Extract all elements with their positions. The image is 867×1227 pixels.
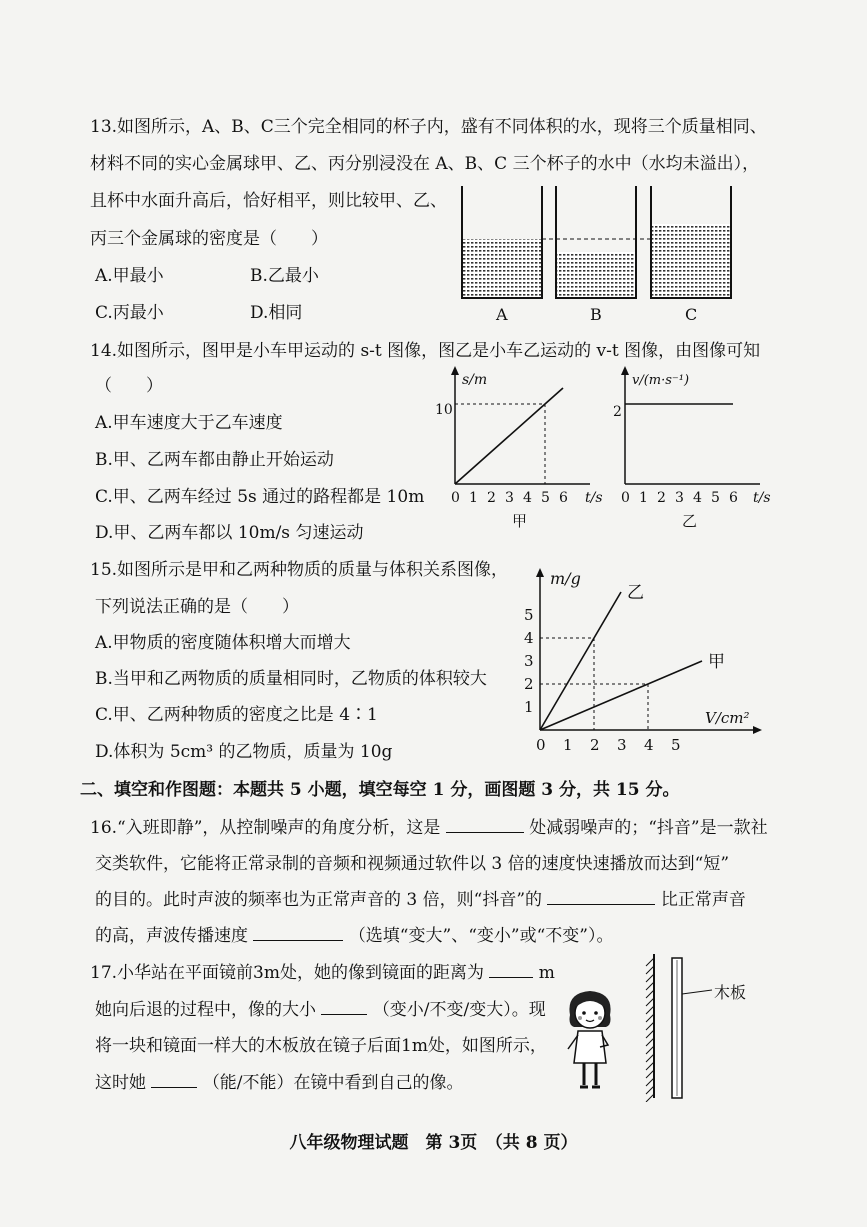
q16-line3-text-a: 的目的。此时声波的频率也为正常声音的 3 倍，则“抖音”的 [95,890,543,910]
section-2-heading: 二、填空和作图题：本题共 5 小题，填空每空 1 分，画图题 3 分，共 15 分。 [80,780,680,800]
q17-blank-2[interactable] [321,998,367,1015]
st-x-tick-4: 4 [523,490,532,506]
q13-cups-figure [455,186,745,326]
q17-line1-text-b: m [538,963,555,983]
q17-line1-text-a: 17.小华站在平面镜前3m处，她的像到镜面的距离为 [90,963,484,983]
q16-line3-text-b: 比正常声音 [660,890,746,910]
q17-line4-text-a: 这时她 [95,1073,146,1093]
vt-x-axis-label: t/s [753,490,771,506]
mv-series-label-jia: 甲 [708,652,725,672]
q15-mass-volume-graph [510,560,770,765]
q16-blank-1[interactable] [446,816,524,833]
q15-option-a: A.甲物质的密度随体积增大而增大 [95,633,351,653]
mv-series-jia [540,661,702,730]
q17-blank-1[interactable] [489,961,533,978]
mirror-board-figure [630,952,770,1102]
st-x-tick-6: 6 [559,490,568,506]
q14-option-a: A.甲车速度大于乙车速度 [95,413,283,433]
wooden-board [672,958,682,1098]
vt-x-tick-1: 1 [639,490,648,506]
q13-stem-line2: 材料不同的实心金属球甲、乙、丙分别浸没在 A、B、C 三个杯子的水中（水均未溢出）， [90,154,760,174]
q17-blank-3[interactable] [151,1071,197,1088]
q17-line2-text-b: （变小/不变/变大）。现 [372,1000,546,1020]
mv-y-tick-3: 3 [524,652,534,670]
mv-y-tick-1: 1 [524,698,534,716]
q14-option-b: B.甲、乙两车都由静止开始运动 [95,450,334,470]
board-label-leader [682,990,712,994]
vt-x-tick-4: 4 [693,490,702,506]
q13-option-b: B.乙最小 [250,266,319,286]
mv-x-tick-3: 3 [617,736,627,754]
q17-line2-text-a: 她向后退的过程中，像的大小 [95,1000,316,1020]
girl-illustration [560,985,620,1095]
st-graph-caption: 甲 [512,512,528,530]
mv-x-axis-label: V/cm² [705,709,750,727]
st-x-tick-1: 1 [469,490,478,506]
mv-x-tick-2: 2 [590,736,600,754]
q15-option-b: B.当甲和乙两物质的质量相同时，乙物质的体积较大 [95,669,487,689]
q15-stem-line1: 15.如图所示是甲和乙两种物质的质量与体积关系图像， [90,560,509,580]
mv-x-tick-4: 4 [644,736,654,754]
mv-y-axis-label: m/g [550,569,581,588]
q16-blank-3[interactable] [253,924,343,941]
st-data-line [455,388,563,484]
q16-line1-text-a: 16.“入班即静”，从控制噪声的角度分析，这是 [90,818,441,838]
st-x-tick-0: 0 [451,490,460,506]
q13-stem-line4: 丙三个金属球的密度是（ ） [90,229,328,249]
q14-stem-line1: 14.如图所示，图甲是小车甲运动的 s-t 图像，图乙是小车乙运动的 v-t 图像，由图像可知 [90,341,761,361]
q16-line4-text-b: （选填“变大”、“变小”或“不变”）。 [348,926,614,946]
q14-option-d: D.甲、乙两车都以 10m/s 匀速运动 [95,523,364,543]
q13-stem-line3: 且杯中水面升高后，恰好相平，则比较甲、乙、 [90,191,447,211]
q15-option-c: C.甲、乙两种物质的密度之比是 4∶1 [95,705,378,725]
q16-line4 [95,924,613,947]
board-label: 木板 [714,983,747,1002]
mv-x-tick-1: 1 [563,736,573,754]
q15-stem-line2: 下列说法正确的是（ ） [95,597,299,617]
q15-option-d: D.体积为 5cm³ 的乙物质，质量为 10g [95,742,393,762]
q17-line2 [95,998,546,1021]
st-x-tick-3: 3 [505,490,514,506]
vt-x-tick-0: 0 [621,490,630,506]
st-y-tick-10: 10 [435,402,453,418]
q13-stem-line1: 13.如图所示，A、B、C三个完全相同的杯子内，盛有不同体积的水，现将三个质量相同、 [90,117,767,137]
cup-c-label: C [685,305,698,324]
mv-y-tick-2: 2 [524,675,534,693]
q17-line1 [90,961,555,984]
vt-graph-caption: 乙 [682,512,698,530]
cup-a-label: A [496,305,508,324]
q13-option-a: A.甲最小 [95,266,164,286]
cup-b-label: B [590,305,602,324]
q14-option-c: C.甲、乙两车经过 5s 通过的路程都是 10m [95,487,425,507]
q16-line1-text-b: 处减弱噪声的；“抖音”是一款社 [529,818,768,838]
vt-x-tick-5: 5 [711,490,720,506]
q13-option-c: C.丙最小 [95,303,164,323]
st-x-tick-2: 2 [487,490,496,506]
st-y-axis-label: s/m [462,372,488,388]
cup-b [556,186,636,298]
vt-x-tick-2: 2 [657,490,666,506]
vt-y-tick-2: 2 [613,404,622,420]
st-x-tick-5: 5 [541,490,550,506]
q17-line4 [95,1071,464,1094]
vt-y-axis-label: v/(m·s⁻¹) [632,373,690,388]
q17-line3: 将一块和镜面一样大的木板放在镜子后面1m处，如图所示， [95,1036,547,1056]
vt-x-tick-6: 6 [729,490,738,506]
mv-x-tick-5: 5 [671,736,681,754]
page-footer: 八年级物理试题 第 3页 （共 8 页） [289,1133,578,1153]
q14-stem-line2: （ ） [95,376,163,396]
q13-option-d: D.相同 [250,303,303,323]
mv-x-tick-0: 0 [536,736,546,754]
vt-x-tick-3: 3 [675,490,684,506]
mv-y-tick-5: 5 [524,606,534,624]
q14-vt-graph [595,362,775,532]
plane-mirror [646,954,654,1102]
cup-c [651,186,731,298]
mv-series-label-yi: 乙 [627,583,644,603]
q16-blank-2[interactable] [547,888,655,905]
q16-line2: 交类软件，它能将正常录制的音频和视频通过软件以 3 倍的速度快速播放而达到“短” [95,854,730,874]
q14-st-graph [425,362,605,532]
mv-y-tick-4: 4 [524,629,534,647]
q16-line1 [90,816,768,839]
q16-line3 [95,888,746,911]
q17-line4-text-b: （能/不能）在镜中看到自己的像。 [202,1073,464,1093]
st-x-axis-label: t/s [585,490,603,506]
mv-series-yi [540,592,621,730]
q16-line4-text-a: 的高，声波传播速度 [95,926,248,946]
cup-a [462,186,542,298]
